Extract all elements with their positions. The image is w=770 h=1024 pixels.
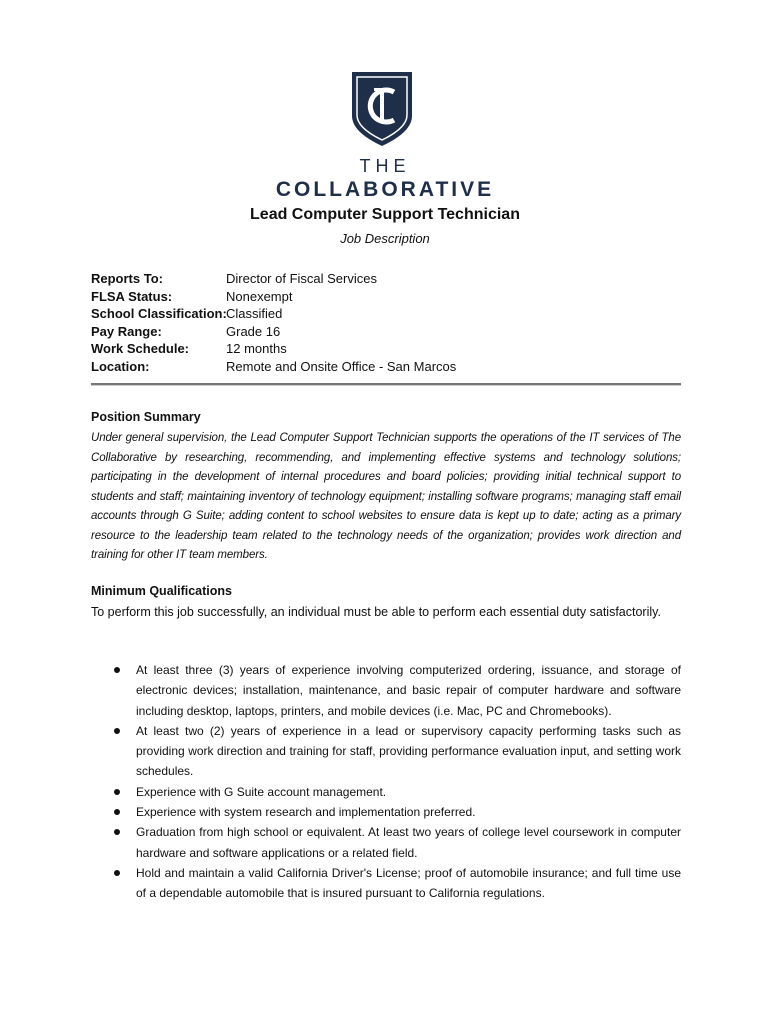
info-row-reports-to	[91, 270, 456, 288]
info-value: Classified	[226, 306, 283, 321]
list-item: Experience with system research and implementation preferred.	[91, 802, 681, 822]
info-row-pay-range	[91, 323, 456, 341]
info-value: Remote and Onsite Office - San Marcos	[226, 358, 457, 374]
collaborative-shield-logo-icon	[348, 68, 416, 148]
brand-the: THE	[359, 156, 411, 176]
page-subtitle: Job Description	[340, 231, 430, 246]
info-label: Reports To:	[91, 271, 163, 286]
info-row-work-schedule	[91, 340, 456, 358]
info-label: Pay Range:	[91, 323, 162, 339]
info-row-flsa-status	[91, 288, 456, 306]
minimum-qualifications-heading: Minimum Qualifications	[91, 584, 232, 598]
info-label: FLSA Status:	[91, 288, 173, 304]
info-value: 12 months	[226, 341, 287, 356]
list-item: Experience with G Suite account management.	[91, 782, 681, 802]
info-value: Grade 16	[226, 323, 281, 339]
page-title: Lead Computer Support Technician	[250, 206, 520, 223]
list-item: At least two (2) years of experience in a lead or supervisory capacity performing tasks such as providing work direction and training for staff, providing performance evaluation input, and setting work schedules.	[91, 721, 681, 782]
info-value: Nonexempt	[226, 288, 293, 304]
qualifications-list	[91, 660, 681, 904]
info-row-location	[91, 358, 456, 376]
info-value: Director of Fiscal Services	[226, 271, 377, 286]
info-label: Work Schedule:	[91, 341, 190, 356]
info-row-school-classification	[91, 305, 456, 323]
info-label: Location:	[91, 358, 150, 374]
info-label: School Classification:	[91, 306, 227, 321]
list-item: Hold and maintain a valid California Driver's License; proof of automobile insurance; and full time use of a dependable automobile that is insured pursuant to California regulations.	[91, 863, 681, 904]
position-summary-heading: Position Summary	[91, 410, 201, 424]
position-summary-text: Under general supervision, the Lead Computer Support Technician supports the operations of the IT services of The Collaborative by researching, recommending, and implementing effective systems and technology solutions; participating in the development of internal procedures and board policies; providing initial technical support to students and staff; maintaining inventory of technology equipment; installing software programs; managing staff email accounts through G Suite; adding content to school websites to ensure data is kept up to date; acting as a primary resource to the leadership team related to the technology needs of the organization; provides work direction and training for other IT team members.	[91, 432, 681, 561]
job-info-table	[91, 270, 456, 375]
section-divider	[91, 383, 681, 385]
qualifications-intro: To perform this job successfully, an individual must be able to perform each essential duty satisfactorily.	[91, 605, 661, 619]
list-item: At least three (3) years of experience involving computerized ordering, issuance, and storage of electronic devices; installation, maintenance, and basic repair of computer hardware and software including desktop, laptops, printers, and mobile devices (i.e. Mac, PC and Chromebooks).	[91, 660, 681, 721]
brand-name: COLLABORATIVE	[275, 178, 495, 201]
list-item: Graduation from high school or equivalent. At least two years of college level coursework in computer hardware and software applications or a related field.	[91, 822, 681, 863]
